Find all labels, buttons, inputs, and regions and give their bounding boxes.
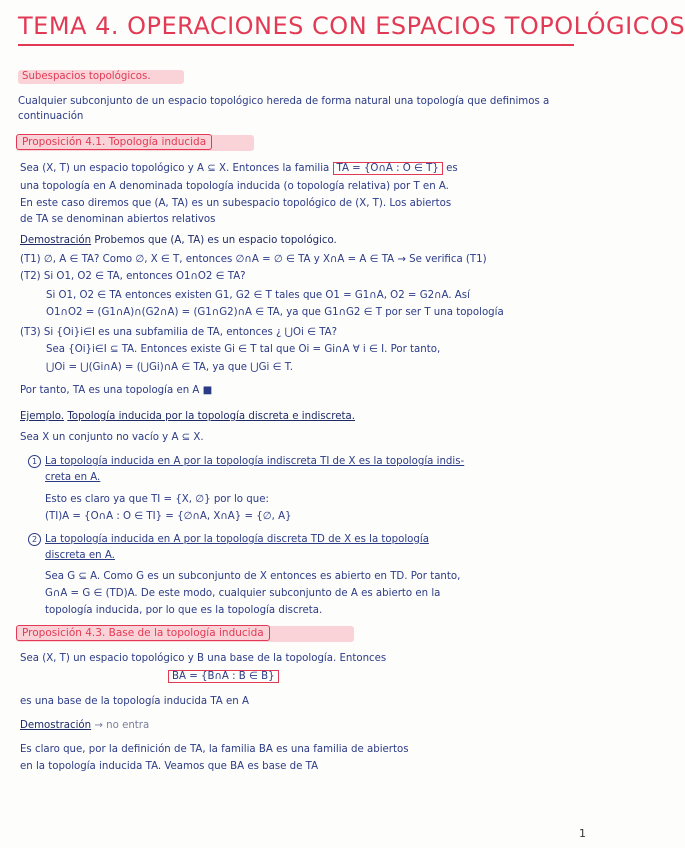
- example-item2b: discreta en A.: [45, 550, 115, 561]
- demo2-note: → no entra: [94, 720, 150, 731]
- prop41-line4: de TA se denominan abiertos relativos: [20, 214, 216, 225]
- base-formula-row: [168, 670, 279, 684]
- section-heading-subspaces: Subespacios topológicos.: [22, 71, 151, 82]
- demo1-end: Por tanto, TA es una topología en A ■: [20, 385, 213, 396]
- example-item1a: La topología inducida en A por la topología indiscreta TI de X es la topología indis-: [45, 456, 465, 467]
- example-heading: Topología inducida por la topología discreta e indiscreta.: [67, 411, 355, 422]
- demo1-t3b: Sea {Oi}i∈I ⊆ TA. Entonces existe Gi ∈ T tal que Oi = Gi∩A ∀ i ∈ I. Por tanto,: [46, 344, 441, 355]
- example-item2c: Sea G ⊆ A. Como G es un subconjunto de X entonces es abierto en TD. Por tanto,: [45, 571, 461, 582]
- prop43-heading: Proposición 4.3. Base de la topología inducida: [16, 625, 270, 641]
- example-item2a: La topología inducida en A por la topología discreta TD de X es la topología: [45, 534, 429, 545]
- example-item2d: G∩A = G ∈ (TD)A. De este modo, cualquier subconjunto de A es abierto en la: [45, 588, 441, 599]
- page-number: 1: [579, 827, 586, 840]
- prop41-line1a: Sea (X, T) un espacio topológico y A ⊆ X. Entonces la familia: [20, 163, 330, 174]
- demo1-label: Demostración: [20, 235, 92, 246]
- example-item2: [28, 533, 429, 547]
- example-item1d: (TI)A = {O∩A : O ∈ TI} = {∅∩A, X∩A} = {∅, A}: [45, 511, 292, 522]
- prop41-line1: [20, 162, 458, 176]
- induced-base-formula: BA = {B∩A : B ∈ B}: [168, 670, 279, 683]
- demo1-t1: (T1) ∅, A ∈ TA? Como ∅, X ∈ T, entonces ∅∩A = ∅ ∈ TA y X∩A = A ∈ TA → Se verifica (T1): [20, 254, 487, 265]
- prop41-line2: una topología en A denominada topología inducida (o topología relativa) por T en A.: [20, 181, 449, 192]
- prop41-heading: Proposición 4.1. Topología inducida: [16, 134, 212, 150]
- example-item1b: creta en A.: [45, 472, 101, 483]
- example-item1c: Esto es claro ya que TI = {X, ∅} por lo que:: [45, 494, 269, 505]
- prop43-line4: en la topología inducida TA. Veamos que BA es base de TA: [20, 761, 319, 772]
- prop41-line1b: es: [446, 163, 458, 174]
- demo2-label: Demostración: [20, 720, 92, 731]
- page-title: TEMA 4. OPERACIONES CON ESPACIOS TOPOLÓGICOS: [18, 12, 685, 40]
- prop43-line1: Sea (X, T) un espacio topológico y B una base de la topología. Entonces: [20, 653, 387, 664]
- induced-topology-formula: TA = {O∩A : O ∈ T}: [333, 162, 443, 175]
- demo1-t2: (T2) Si O1, O2 ∈ TA, entonces O1∩O2 ∈ TA?: [20, 271, 246, 282]
- demo1-t2c: O1∩O2 = (G1∩A)∩(G2∩A) = (G1∩G2)∩A ∈ TA, ya que G1∩G2 ∈ T por ser T una topología: [46, 307, 504, 318]
- demo1-line0: [20, 234, 337, 248]
- prop43-line2: es una base de la topología inducida TA en A: [20, 696, 249, 707]
- demo2-row: [20, 719, 149, 733]
- intro-text: Cualquier subconjunto de un espacio topológico hereda de forma natural una topología que definimos a continuación: [18, 96, 550, 122]
- prop43-line3: Es claro que, por la definición de TA, la familia BA es una familia de abiertos: [20, 744, 409, 755]
- example-item2e: topología inducida, por lo que es la topología discreta.: [45, 605, 323, 616]
- example-line0: Sea X un conjunto no vacío y A ⊆ X.: [20, 432, 204, 443]
- example-title: [20, 410, 355, 424]
- item-number-1: 1: [28, 455, 41, 468]
- prop41-line3: En este caso diremos que (A, TA) es un subespacio topológico de (X, T). Los abiertos: [20, 198, 452, 209]
- item-number-2: 2: [28, 533, 41, 546]
- demo1-t3c: ⋃Oi = ⋃(Gi∩A) = (⋃Gi)∩A ∈ TA, ya que ⋃Gi ∈ T.: [46, 362, 293, 373]
- demo1-t3: (T3) Si {Oi}i∈I es una subfamilia de TA, entonces ¿ ⋃Oi ∈ TA?: [20, 327, 338, 338]
- title-underline: [18, 44, 574, 46]
- demo1-t2b: Si O1, O2 ∈ TA entonces existen G1, G2 ∈ T tales que O1 = G1∩A, O2 = G2∩A. Así: [46, 290, 470, 301]
- example-item1: [28, 455, 464, 469]
- example-label: Ejemplo.: [20, 411, 65, 422]
- demo1-intro: Probemos que (A, TA) es un espacio topológico.: [94, 235, 337, 246]
